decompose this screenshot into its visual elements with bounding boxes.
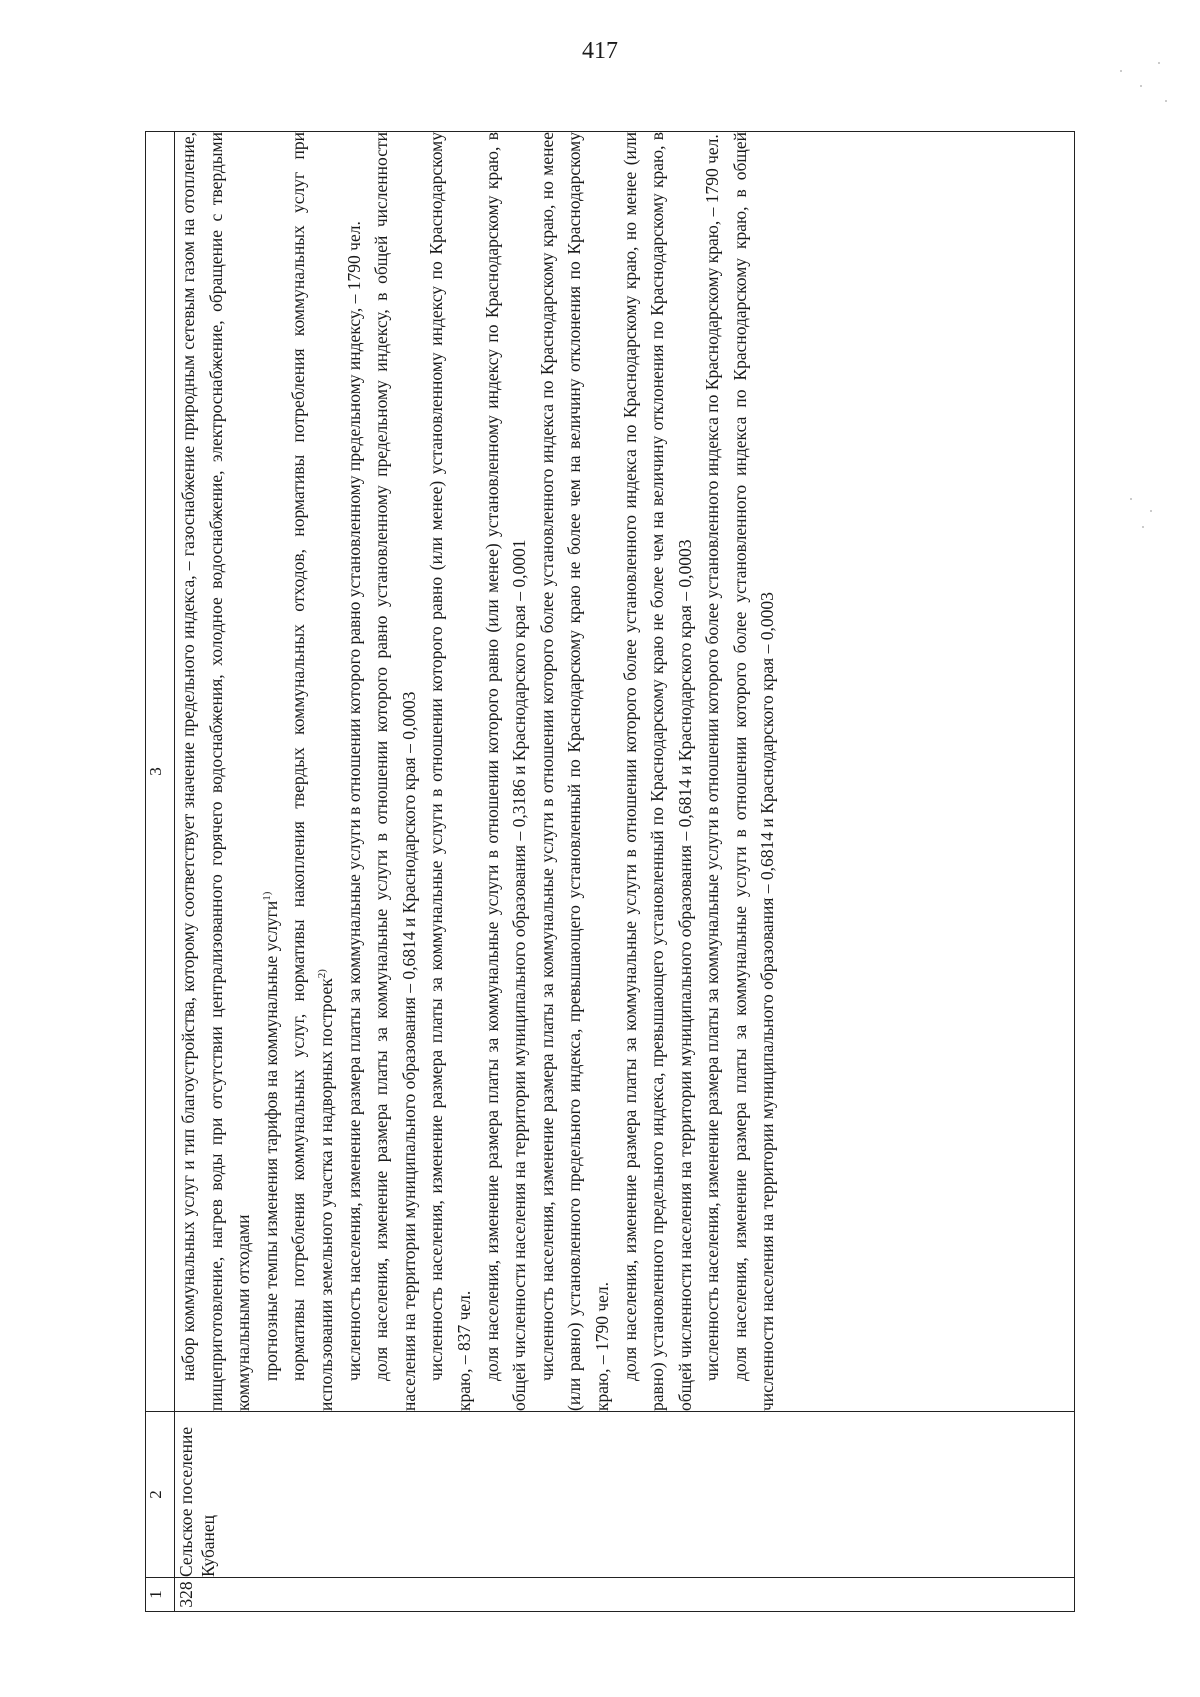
paragraph: численность населения, изменение размера платы за коммунальные услуги в отношении которого равно (или менее) установленному индексу по Краснодарскому краю, – 837 чел. [426,132,474,1411]
header-col-1: 1 [146,1578,175,1612]
footnote-marker: 1) [260,891,273,901]
scan-speck [1130,498,1132,500]
scan-speck [1158,62,1160,64]
scan-speck [1150,510,1152,512]
paragraph: нормативы потребления коммунальных услуг, нормативы накопления твердых коммунальных отходов, нормативы потребления коммунальных услуг при использовании земельного участка и надворных построек$^{2)}$ [288,132,336,1411]
scan-speck [1140,85,1142,87]
paragraph: набор коммунальных услуг и тип благоустройства, которому соответствует значение предельного индекса, – газоснабжение природным сетевым газом на отопление, пищеприготовление, нагрев воды при отсутствии централизованного горячего водоснабжения, холодное водоснабжение, электроснабжение, обращение с твердыми коммунальными отходами [178,132,254,1411]
table-header-row [146,132,175,1612]
paragraph: доля населения, изменение размера платы за коммунальные услуги в отношении которого равно (или менее) установленному индексу по Краснодарскому краю, в общей численности населения на территории муниципального образования – 0,3186 и Краснодарского края – 0,0001 [481,132,530,1411]
settlement-name: Сельское поселение Кубанец [175,1412,1075,1578]
scan-speck [1165,100,1167,102]
scan-speck [1120,70,1122,72]
header-col-3: 3 [146,132,175,1412]
paragraph: прогнозные темпы изменения тарифов на коммунальные услуги$^{1)}$ [260,891,281,1381]
paragraph: доля населения, изменение размера платы за коммунальные услуги в отношении которого более установленного индекса по Краснодарскому краю, но менее (или равно) установленного предельного индекса, превышающего установленный по Краснодарскому краю не более чем на величину отклонения по Краснодарскому краю, в общей численности населения на территории муниципального образования – 0,6814 и Краснодарского края – 0,0003 [619,132,695,1411]
table-row [175,132,1075,1612]
header-col-2: 2 [146,1412,175,1578]
paragraph: доля населения, изменение размера платы за коммунальные услуги в отношении которого более установленного индекса по Краснодарскому краю, в общей численности населения на территории муниципального образования – 0,6814 и Краснодарского края – 0,0003 [729,132,778,1411]
scan-speck [1142,526,1144,528]
row-number: 328 [175,1578,1075,1612]
paragraph: численность населения, изменение размера платы за коммунальные услуги в отношении которого равно установленному предельному индексу, – 1790 чел. [343,221,364,1381]
footnote-marker: 2) [316,969,329,979]
paragraph: численность населения, изменение размера платы за коммунальные услуги в отношении которого более установленного индекса по Краснодарскому краю, – 1790 чел. [702,134,723,1381]
paragraph: численность населения, изменение размера платы за коммунальные услуги в отношении которого более установленного индекса по Краснодарскому краю, но менее (или равно) установленного предельного индекса, превышающего установленный по Краснодарскому краю не более чем на величину отклонения по Краснодарскому краю, – 1790 чел. [536,132,612,1411]
paragraph: доля населения, изменение размера платы за коммунальные услуги в отношении которого равно установленному предельному индексу, в общей численности населения на территории муниципального образования – 0,6814 и Краснодарского края – 0,0003 [371,132,419,1411]
rotated-table-wrapper [145,132,1075,1612]
indicators-cell [175,132,1075,1412]
data-table [145,131,1075,1612]
page-number: 417 [582,38,618,64]
